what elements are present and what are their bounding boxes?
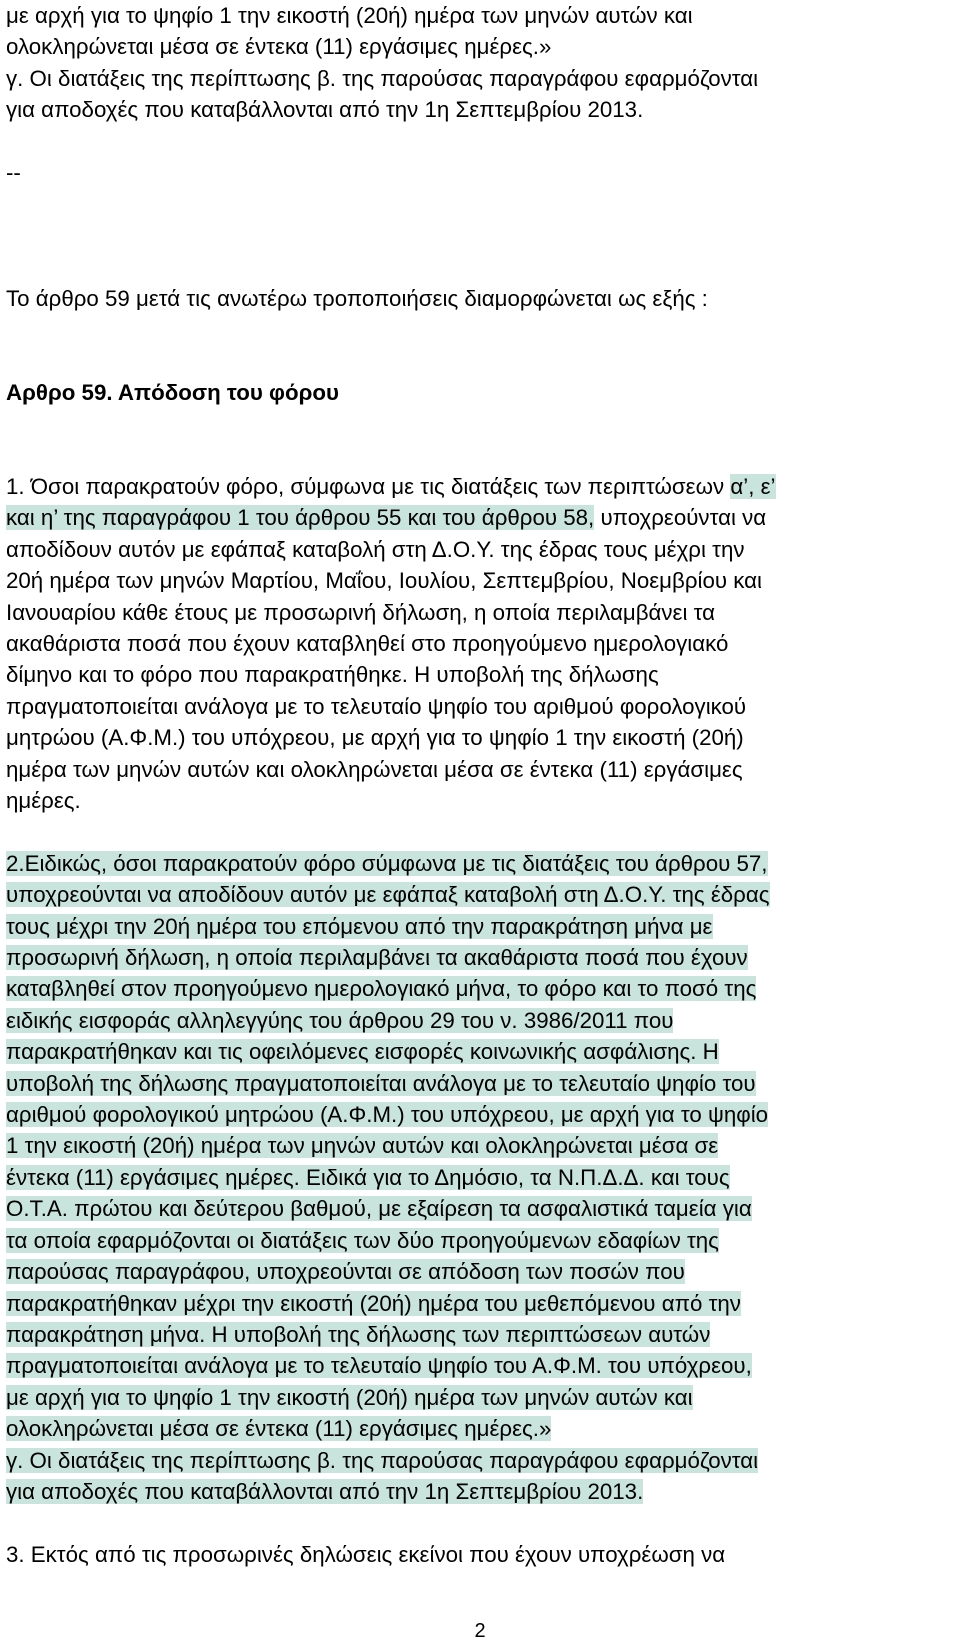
paragraph-2-line: [6, 1319, 954, 1350]
highlighted-text: α’, ε’: [730, 473, 776, 499]
intro-line: ολοκληρώνεται μέσα σε έντεκα (11) εργάσιμες ημέρες.»: [6, 34, 552, 60]
paragraph-2-line: [6, 911, 954, 942]
intro-line: για αποδοχές που καταβάλλονται από την 1η Σεπτεμβρίου 2013.: [6, 97, 644, 123]
highlighted-text: γ. Οι διατάξεις της περίπτωσης β. της παρούσας παραγράφου εφαρμόζονται: [6, 1447, 759, 1473]
paragraph-2-line: [6, 1413, 954, 1444]
paragraph-2-line: [6, 879, 954, 910]
paragraph-2-line: [6, 1225, 954, 1256]
paragraph-2-line: [6, 1350, 954, 1381]
intro-line: γ. Οι διατάξεις της περίπτωσης β. της παρούσας παραγράφου εφαρμόζονται: [6, 65, 759, 91]
spacer: [6, 251, 954, 282]
highlighted-text: τα οποία εφαρμόζονται οι διατάξεις των δύο προηγούμενων εδαφίων της: [6, 1227, 719, 1253]
spacer: [6, 1507, 954, 1538]
paragraph-1-line: δίμηνο και το φόρο που παρακρατήθηκε. Η υποβολή της δήλωσης: [6, 662, 659, 688]
paragraph-1-line: [6, 502, 954, 533]
highlighted-text: ειδικής εισφοράς αλληλεγγύης του άρθρου 29 του ν. 3986/2011 που: [6, 1007, 674, 1033]
highlighted-text: καταβληθεί στον προηγούμενο ημερολογιακό μήνα, το φόρο και το ποσό της: [6, 976, 757, 1002]
paragraph-1-line: [6, 471, 954, 502]
paragraph-2-line: [6, 1445, 954, 1476]
highlighted-text: 2.Ειδικώς, όσοι παρακρατούν φόρο σύμφωνα με τις διατάξεις του άρθρου 57,: [6, 850, 768, 876]
paragraph-2-line: [6, 1068, 954, 1099]
paragraph-1-line: μητρώου (Α.Φ.Μ.) του υπόχρεου, με αρχή για το ψηφίο 1 την εικοστή (20ή): [6, 725, 744, 751]
paragraph-1-line: ακαθάριστα ποσά που έχουν καταβληθεί στο προηγούμενο ημερολογιακό: [6, 631, 729, 656]
document-body: [6, 0, 954, 1570]
spacer: [6, 314, 954, 345]
page-number: 2: [474, 1620, 486, 1642]
spacer: [6, 188, 954, 219]
highlighted-text: παρακρατήθηκαν και τις οφειλόμενες εισφορές κοινωνικής ασφάλισης. Η: [6, 1039, 719, 1065]
spacer: [6, 816, 954, 847]
highlighted-text: ολοκληρώνεται μέσα σε έντεκα (11) εργάσιμες ημέρες.»: [6, 1416, 552, 1442]
article-title: Αρθρο 59. Απόδοση του φόρου: [6, 379, 340, 405]
paragraph-2-line: [6, 1382, 954, 1413]
highlighted-text: Ο.Τ.Α. πρώτου και δεύτερου βαθμού, με εξαίρεση τα ασφαλιστικά ταμεία για: [6, 1196, 752, 1222]
spacer: [6, 220, 954, 251]
paragraph-2-line: [6, 1256, 954, 1287]
paragraph-1-text: 1. Όσοι παρακρατούν φόρο, σύμφωνα με τις διατάξεις των περιπτώσεων: [6, 473, 731, 499]
highlighted-text: προσωρινή δήλωση, η οποία περιλαμβάνει τα ακαθάριστα ποσά που έχουν: [6, 945, 748, 971]
paragraph-2-line: [6, 1288, 954, 1319]
paragraph-1-line: 20ή ημέρα των μηνών Μαρτίου, Μαΐου, Ιουλίου, Σεπτεμβρίου, Νοεμβρίου και: [6, 568, 763, 594]
paragraph-2-line: [6, 1162, 954, 1193]
highlighted-text: για αποδοχές που καταβάλλονται από την 1η Σεπτεμβρίου 2013.: [6, 1478, 644, 1504]
paragraph-2-line: [6, 942, 954, 973]
spacer: [6, 126, 954, 157]
paragraph-2: [6, 848, 954, 1508]
paragraph-1-line: πραγματοποιείται ανάλογα με το τελευταίο ψηφίο του αριθμού φορολογικού: [6, 693, 747, 719]
highlighted-text: και η’ της παραγράφου 1 του άρθρου 55 και του άρθρου 58,: [6, 505, 595, 531]
paragraph-2-line: [6, 848, 954, 879]
paragraph-2-line: [6, 1036, 954, 1067]
highlighted-text: αριθμού φορολογικού μητρώου (Α.Φ.Μ.) του υπόχρεου, με αρχή για το ψηφίο: [6, 1102, 769, 1128]
paragraph-2-line: [6, 973, 954, 1004]
paragraph-1-line: αποδίδουν αυτόν με εφάπαξ καταβολή στη Δ.Ο.Υ. της έδρας τους μέχρι την: [6, 536, 745, 562]
document-page: [6, 0, 954, 1570]
highlighted-text: παρούσας παραγράφου, υποχρεούνται σε απόδοση των ποσών που: [6, 1259, 685, 1285]
paragraph-2-line: [6, 1476, 954, 1507]
highlighted-text: τους μέχρι την 20ή ημέρα του επόμενου από την παρακράτηση μήνα με: [6, 913, 713, 939]
highlighted-text: υποβολή της δήλωσης πραγματοποιείται ανάλογα με το τελευταίο ψηφίο του: [6, 1070, 756, 1096]
spacer: [6, 408, 954, 439]
highlighted-text: 1 την εικοστή (20ή) ημέρα των μηνών αυτών και ολοκληρώνεται μέσα σε: [6, 1133, 719, 1159]
highlighted-text: παρακράτηση μήνα. Η υποβολή της δήλωσης των περιπτώσεων αυτών: [6, 1321, 711, 1347]
highlighted-text: υποχρεούνται να αποδίδουν αυτόν με εφάπαξ καταβολή στη Δ.Ο.Υ. της έδρας: [6, 882, 770, 908]
paragraph-1-line: ημέρα των μηνών αυτών και ολοκληρώνεται μέσα σε έντεκα (11) εργάσιμες: [6, 756, 743, 782]
highlighted-text: πραγματοποιείται ανάλογα με το τελευταίο ψηφίο του Α.Φ.Μ. του υπόχρεου,: [6, 1353, 752, 1379]
paragraph-1-line: Ιανουαρίου κάθε έτους με προσωρινή δήλωση, η οποία περιλαμβάνει τα: [6, 599, 716, 625]
highlighted-text: έντεκα (11) εργάσιμες ημέρες. Ειδικά για το Δημόσιο, τα Ν.Π.Δ.Δ. και τους: [6, 1164, 730, 1190]
paragraph-2-line: [6, 1005, 954, 1036]
paragraph-2-line: [6, 1099, 954, 1130]
amendment-note: Το άρθρο 59 μετά τις ανωτέρω τροποποιήσεις διαμορφώνεται ως εξής :: [6, 285, 708, 311]
separator: --: [6, 160, 21, 186]
paragraph-2-line: [6, 1193, 954, 1224]
highlighted-text: με αρχή για το ψηφίο 1 την εικοστή (20ή) ημέρα των μηνών αυτών και: [6, 1384, 693, 1410]
intro-line: με αρχή για το ψηφίο 1 την εικοστή (20ή) ημέρα των μηνών αυτών και: [6, 3, 693, 28]
spacer: [6, 440, 954, 471]
paragraph-1-line: ημέρες.: [6, 788, 81, 814]
paragraph-1-text: υποχρεούνται να: [594, 505, 767, 531]
paragraph-2-line: [6, 1130, 954, 1161]
paragraph-3-line: 3. Εκτός από τις προσωρινές δηλώσεις εκείνοι που έχουν υποχρέωση να: [6, 1541, 726, 1567]
spacer: [6, 345, 954, 376]
highlighted-text: παρακρατήθηκαν μέχρι την εικοστή (20ή) ημέρα του μεθεπόμενου από την: [6, 1290, 741, 1316]
